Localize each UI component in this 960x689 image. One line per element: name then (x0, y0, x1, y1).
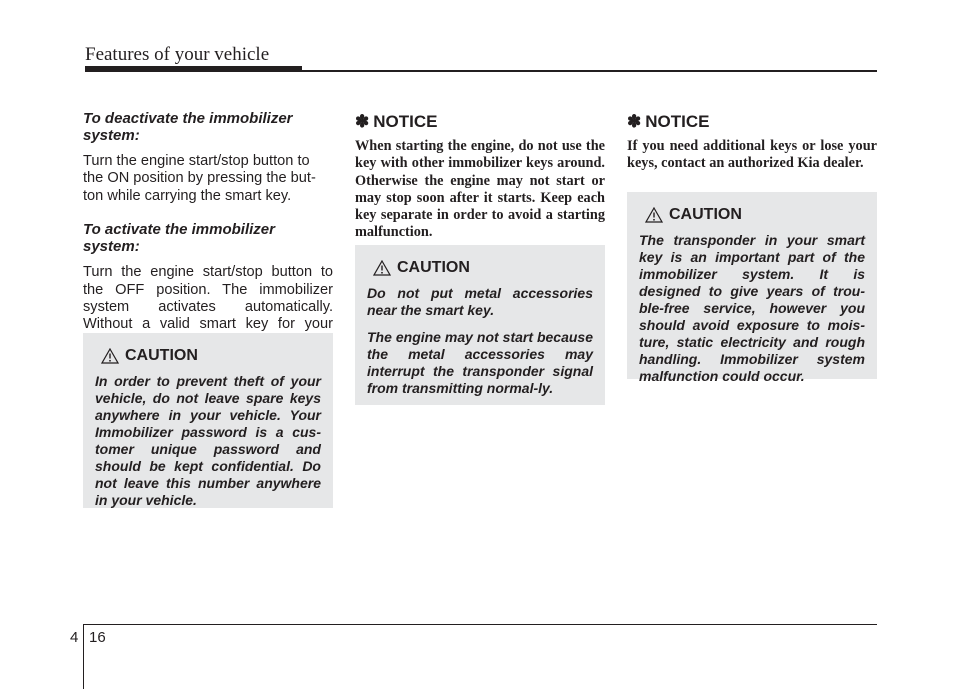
caution-title: CAUTION (125, 347, 198, 364)
caution-box-metal (355, 245, 605, 405)
header-rule-thick (85, 66, 302, 72)
warning-triangle-icon (645, 207, 663, 223)
activate-subheading: To activate the immobilizer system: (83, 221, 275, 256)
caution-title: CAUTION (669, 206, 742, 223)
column-right (627, 110, 877, 173)
warning-triangle-icon (373, 260, 391, 276)
notice-title: NOTICE (373, 112, 438, 131)
caution-text-1: Do not put metal accessories near the smart key. (367, 285, 593, 318)
caution-title: CAUTION (397, 259, 470, 276)
page-header-title: Features of your vehicle (85, 44, 270, 65)
header-rule-thin (302, 70, 877, 72)
deactivate-subheading: To deactivate the immobilizer system: (83, 110, 293, 144)
notice-heading (355, 112, 605, 132)
caution-text: The transponder in your smart key is an important part of the immobilizer system. It is designed to give years of trou-ble-free service, however you should avoid exposure to mois-ture, static electricity and rough handling. Immobilizer system malfunction could occur. (639, 232, 865, 384)
notice-star-icon: ✽ (355, 112, 370, 131)
notice-star-icon: ✽ (627, 112, 642, 131)
notice-heading (627, 112, 877, 132)
warning-triangle-icon (101, 348, 119, 364)
notice-text: When starting the engine, do not use the key with other immobilizer keys around. Otherwise the engine may not start or may stop soon after it starts. Keep each key separate in order to avoid a starting malfunction. (355, 138, 605, 241)
activate-instructions: Turn the engine start/stop button to the OFF position. The immobilizer system activates automatically. Without a valid smart key for your (83, 264, 333, 333)
caution-box-theft (83, 333, 333, 508)
caution-box-transponder (627, 192, 877, 384)
notice-title: NOTICE (645, 112, 710, 131)
deactivate-instructions: Turn the engine start/stop button to the ON position by pressing the but-ton while carrying the smart key. (83, 153, 316, 204)
caution-header (101, 347, 321, 365)
footer-rule (83, 624, 877, 625)
caution-header (645, 206, 865, 224)
column-middle (355, 110, 605, 242)
caution-text-2: The engine may not start because the metal accessories may interrupt the transponder signal from transmitting normal-ly. (367, 329, 593, 396)
caution-text: In order to prevent theft of your vehicle, do not leave spare keys anywhere in your vehicle. Your Immobilizer password is a cus-tomer unique password and should be kept confidential. Do not leave this number anywhere in your vehicle. (95, 373, 321, 508)
page-number: 16 (89, 629, 106, 646)
caution-header (373, 259, 593, 277)
column-left (83, 110, 333, 367)
footer-divider (83, 624, 84, 689)
notice-text: If you need additional keys or lose your keys, contact an authorized Kia dealer. (627, 138, 877, 172)
chapter-number: 4 (70, 629, 79, 646)
